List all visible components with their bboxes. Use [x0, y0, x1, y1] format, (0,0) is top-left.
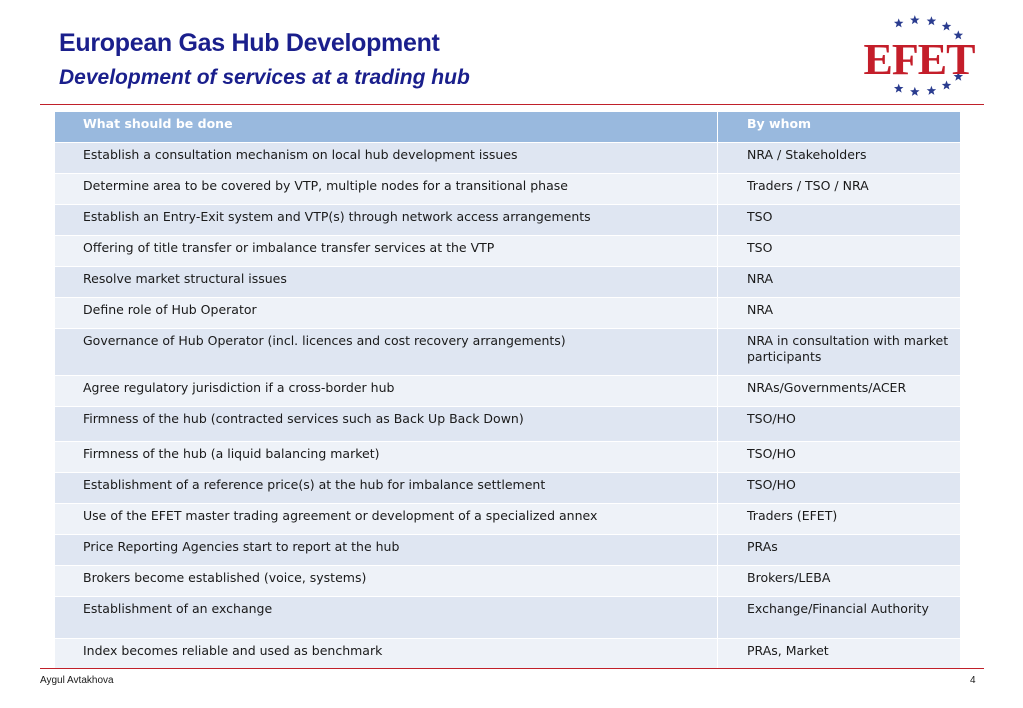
task-cell: Index becomes reliable and used as benchmark — [55, 639, 718, 670]
logo-star-icon — [942, 22, 952, 31]
table-row — [55, 298, 961, 329]
efet-logo — [850, 14, 988, 98]
responsible-cell: NRAs/Governments/ACER — [718, 376, 961, 407]
table-row — [55, 143, 961, 174]
logo-star-icon — [927, 16, 937, 25]
table-row — [55, 566, 961, 597]
task-cell: Governance of Hub Operator (incl. licences and cost recovery arrangements) — [55, 329, 718, 376]
logo-star-icon — [927, 86, 937, 95]
logo-star-icon — [910, 15, 920, 24]
task-cell: Establishment of a reference price(s) at the hub for imbalance settlement — [55, 473, 718, 504]
task-cell: Define role of Hub Operator — [55, 298, 718, 329]
responsible-cell: NRA in consultation with market participants — [718, 329, 961, 376]
responsible-cell: NRA — [718, 298, 961, 329]
table-row — [55, 267, 961, 298]
table-row — [55, 376, 961, 407]
task-cell: Price Reporting Agencies start to report at the hub — [55, 535, 718, 566]
responsible-cell: TSO/HO — [718, 442, 961, 473]
responsible-cell: TSO — [718, 236, 961, 267]
task-cell: Resolve market structural issues — [55, 267, 718, 298]
responsible-cell: TSO — [718, 205, 961, 236]
table-row — [55, 407, 961, 442]
table-row — [55, 597, 961, 639]
table-header-row — [55, 112, 961, 143]
page-number: 4 — [970, 675, 976, 686]
task-cell: Establish an Entry-Exit system and VTP(s) through network access arrangements — [55, 205, 718, 236]
table-row — [55, 205, 961, 236]
responsible-cell: Exchange/Financial Authority — [718, 597, 961, 639]
task-cell: Use of the EFET master trading agreement or development of a specialized annex — [55, 504, 718, 535]
responsible-cell: TSO/HO — [718, 473, 961, 504]
logo-star-icon — [910, 87, 920, 96]
responsible-cell: Traders / TSO / NRA — [718, 174, 961, 205]
footer-divider — [40, 668, 984, 669]
task-cell: Offering of title transfer or imbalance transfer services at the VTP — [55, 236, 718, 267]
task-cell: Determine area to be covered by VTP, multiple nodes for a transitional phase — [55, 174, 718, 205]
logo-star-icon — [894, 18, 904, 27]
table-row — [55, 639, 961, 670]
table-row — [55, 174, 961, 205]
table-row — [55, 329, 961, 376]
task-cell: Agree regulatory jurisdiction if a cross-border hub — [55, 376, 718, 407]
responsible-cell: Traders (EFET) — [718, 504, 961, 535]
header-divider — [40, 104, 984, 105]
slide-subtitle: Development of services at a trading hub — [59, 66, 470, 89]
table-row — [55, 236, 961, 267]
slide-title: European Gas Hub Development — [59, 29, 440, 57]
table-row — [55, 535, 961, 566]
task-cell: Firmness of the hub (contracted services such as Back Up Back Down) — [55, 407, 718, 442]
logo-star-icon — [894, 84, 904, 93]
task-cell: Establish a consultation mechanism on local hub development issues — [55, 143, 718, 174]
table-row — [55, 473, 961, 504]
responsible-cell: Brokers/LEBA — [718, 566, 961, 597]
column-header-by-whom: By whom — [718, 112, 961, 143]
task-cell: Brokers become established (voice, systems) — [55, 566, 718, 597]
hub-services-table — [54, 111, 961, 670]
table-row — [55, 442, 961, 473]
responsible-cell: NRA / Stakeholders — [718, 143, 961, 174]
column-header-what: What should be done — [55, 112, 718, 143]
footer-author: Aygul Avtakhova — [40, 675, 114, 686]
responsible-cell: NRA — [718, 267, 961, 298]
responsible-cell: PRAs, Market — [718, 639, 961, 670]
table-row — [55, 504, 961, 535]
task-cell: Firmness of the hub (a liquid balancing market) — [55, 442, 718, 473]
responsible-cell: TSO/HO — [718, 407, 961, 442]
efet-logo-text: EFET — [863, 35, 975, 84]
responsible-cell: PRAs — [718, 535, 961, 566]
task-cell: Establishment of an exchange — [55, 597, 718, 639]
